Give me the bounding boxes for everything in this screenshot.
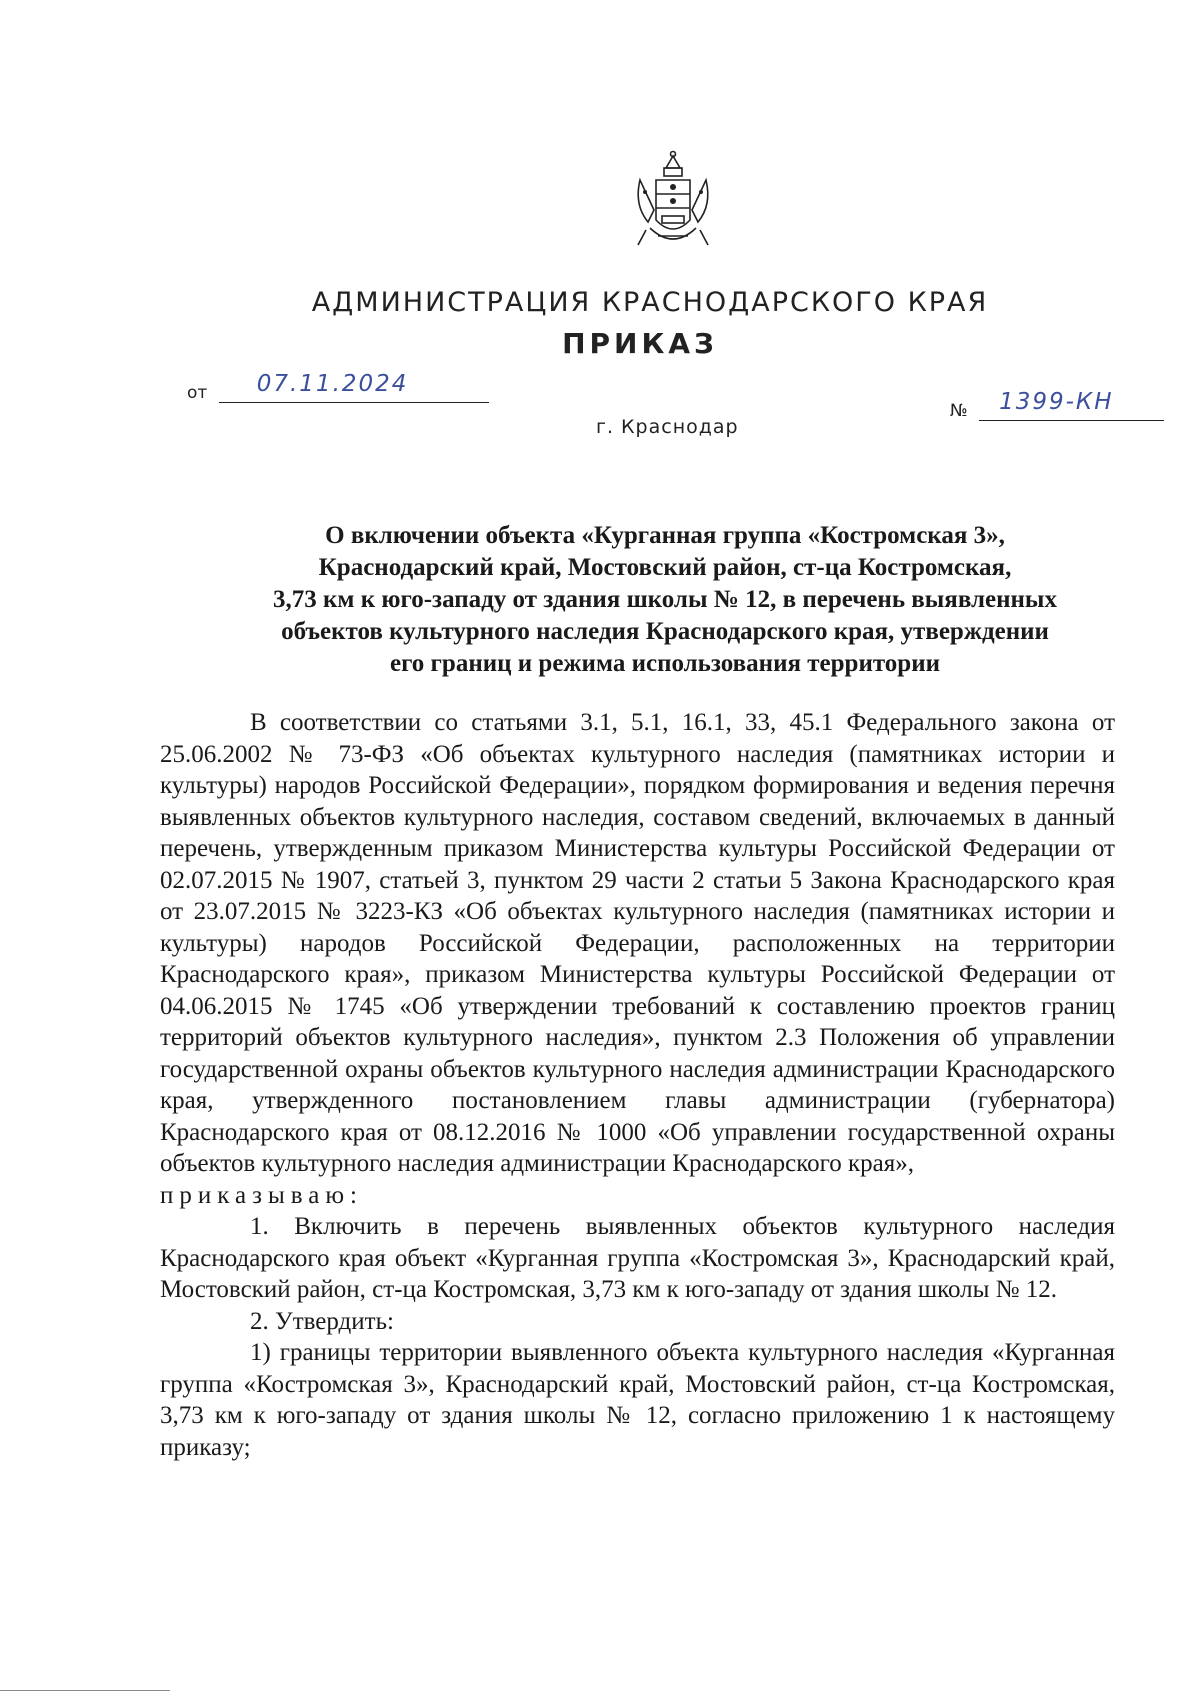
document-type-heading: ПРИКАЗ bbox=[562, 327, 718, 360]
preamble-paragraph: В соответствии со статьями 3.1, 5.1, 16.1, 33, 45.1 Федерального закона от 25.06.2002 № 73-ФЗ «Об объектах культурного наследия (памятниках истории и культуры) народов Российской Федерации», порядком формирования и ведения перечня выявленных объектов культурного наследия, составом сведений, включаемых в данный перечень, утвержденным приказом Министерства культуры Российской Федерации от 02.07.2015 № 1907, статьей 3, пунктом 29 части 2 статьи 5 Закона Краснодарского края от 23.07.2015 № 3223-КЗ «Об объектах культурного наследия (памятниках истории и культуры) народов Российской Федерации, расположенных на территории Краснодарского края», приказом Министерства культуры Российской Федерации от 04.06.2015 № 1745 «Об утверждении требований к составлению проектов границ территорий объектов культурного наследия», пунктом 2.3 Положения об управлении государственной охраны объектов культурного наследия администрации Краснодарского края, утвержденного постановлением главы администрации (губернатора) Краснодарского края от 08.12.2016 № 1000 «Об управлении государственной охраны объектов культурного наследия администрации Краснодарского края», bbox=[160, 709, 1115, 1177]
title-line: его границ и режима использования территории bbox=[389, 650, 941, 677]
document-body bbox=[160, 707, 1115, 1463]
number-field bbox=[950, 389, 1164, 421]
number-prefix: № bbox=[950, 401, 968, 421]
order-word: приказываю: bbox=[160, 1181, 363, 1209]
scan-edge-line bbox=[0, 1690, 170, 1691]
handwritten-number: 1399-КН bbox=[999, 389, 1114, 415]
date-field bbox=[187, 371, 489, 403]
item-2-1-paragraph: 1) границы территории выявленного объекта культурного наследия «Курганная группа «Костромская 3», Краснодарский край, Мостовский район, ст-ца Костромская, 3,73 км к юго-западу от здания школы № 12, согласно приложению 1 к настоящему приказу; bbox=[160, 1339, 1115, 1461]
coat-of-arms-icon bbox=[628, 150, 718, 255]
title-line: О включении объекта «Курганная группа «Костромская 3», bbox=[325, 522, 1005, 549]
title-line: 3,73 км к юго-западу от здания школы № 12, в перечень выявленных bbox=[273, 586, 1057, 613]
item-1-paragraph: 1. Включить в перечень выявленных объектов культурного наследия Краснодарского края объект «Курганная группа «Костромская 3», Краснодарский край, Мостовский район, ст-ца Костромская, 3,73 км к юго-западу от здания школы № 12. bbox=[160, 1213, 1115, 1303]
item-2-paragraph: 2. Утвердить: bbox=[250, 1307, 394, 1335]
city-label: г. Краснодар bbox=[596, 416, 739, 438]
title-line: объектов культурного наследия Краснодарского края, утверждении bbox=[281, 618, 1049, 645]
date-underline bbox=[219, 371, 489, 403]
title-line: Краснодарский край, Мостовский район, ст-ца Костромская, bbox=[318, 554, 1012, 581]
number-underline bbox=[979, 389, 1164, 421]
handwritten-date: 07.11.2024 bbox=[256, 371, 409, 397]
date-prefix: от bbox=[187, 383, 208, 403]
document-title bbox=[170, 520, 1160, 680]
authority-heading: АДМИНИСТРАЦИЯ КРАСНОДАРСКОГО КРАЯ bbox=[311, 287, 989, 318]
